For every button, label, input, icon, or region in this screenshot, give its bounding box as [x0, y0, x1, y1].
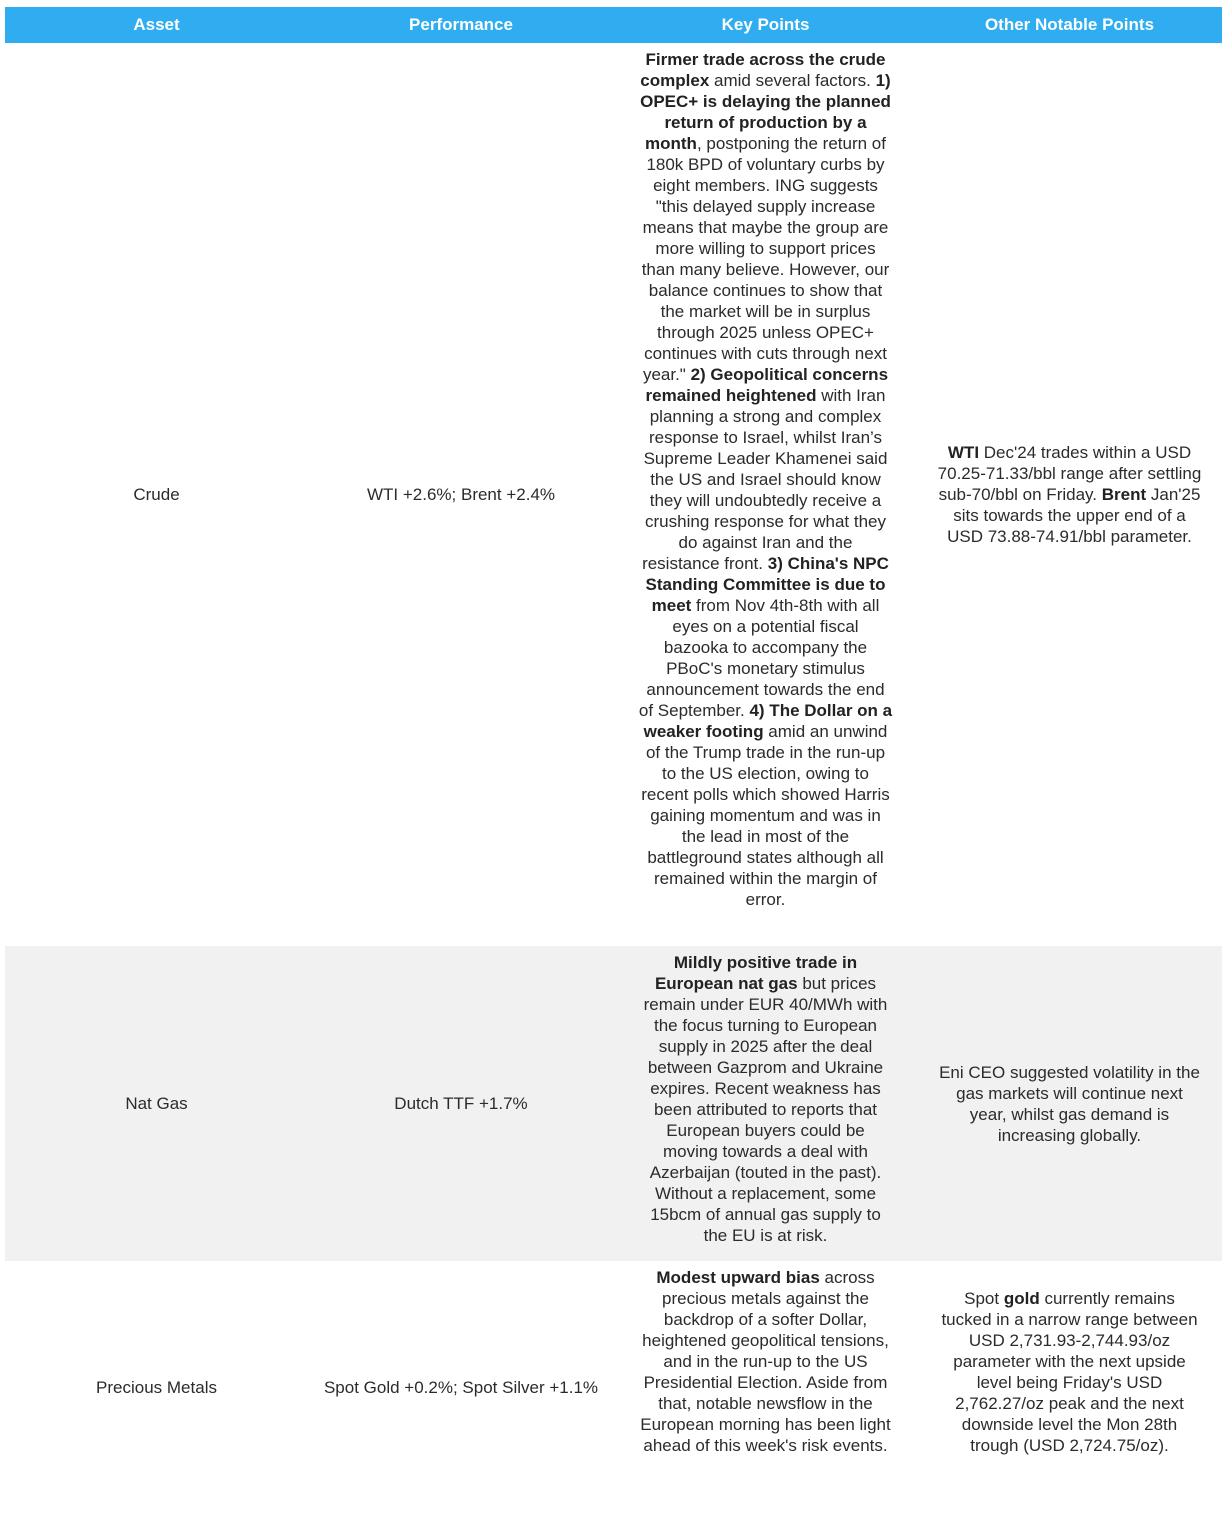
body-text: with Iran planning a strong and complex response to Israel, whilst Iran’s Supreme Leader Khamenei said the US and Israel should know they will undoubtedly receive a crushing response for what they do against Iran and the resistance front. [642, 386, 888, 573]
body-text: from Nov 4th-8th with all eyes on a potential fiscal bazooka to accompany the PBoC's monetary stimulus announcement towards the end of September. [638, 596, 885, 720]
header-performance: Performance [308, 7, 614, 43]
other-notable-points-cell [917, 43, 1222, 946]
emphasis-text: gold [1003, 1289, 1040, 1308]
table-row [5, 946, 1222, 1261]
body-text: , postponing the return of 180k BPD of voluntary curbs by eight members. ING suggests "this delayed supply increase means that maybe the group are more willing to support prices than many believe. However, our balance continues to show that the market will be in surplus through 2025 unless OPEC+ continues with cuts through next year." [641, 134, 890, 384]
emphasis-text: 2) Geopolitical concerns remained heightened [645, 365, 889, 405]
emphasis-text: WTI [947, 443, 980, 462]
performance-cell: Spot Gold +0.2%; Spot Silver +1.1% [323, 1378, 599, 1397]
emphasis-text: Brent [1101, 485, 1147, 504]
asset-cell: Precious Metals [96, 1378, 217, 1397]
other-notable-points-cell [917, 1261, 1222, 1514]
body-text: Eni CEO suggested volatility in the gas markets will continue next year, whilst gas demand is increasing globally. [939, 1062, 1200, 1145]
performance-cell: WTI +2.6%; Brent +2.4% [366, 485, 556, 504]
key-points-cell [614, 43, 917, 946]
body-text: but prices remain under EUR 40/MWh with the focus turning to European supply in 2025 after the deal between Gazprom and Ukraine expires. Recent weakness has been attributed to reports that European buyers could be moving towards a deal with Azerbaijan (touted in the past). Without a replacement, some 15bcm of annual gas supply to the EU is at risk. [643, 974, 888, 1245]
body-text: amid an unwind of the Trump trade in the run-up to the US election, owing to recent polls which showed Harris gaining momentum and was in the lead in most of the battleground states although all remained within the margin of error. [641, 722, 890, 909]
body-text: currently remains tucked in a narrow range between USD 2,731.93-2,744.93/oz parameter with the next upside level being Friday's USD 2,762.27/oz peak and the next downside level the Mon 28th trough (USD 2,724.75/oz). [941, 1289, 1198, 1455]
body-text: Jan'25 sits towards the upper end of a USD 73.88-74.91/bbl parameter. [947, 485, 1201, 546]
header-asset: Asset [5, 7, 308, 43]
key-points-cell [614, 946, 917, 1261]
asset-cell: Crude [133, 485, 180, 504]
emphasis-text: Modest upward bias [656, 1268, 820, 1287]
emphasis-text: Mildly positive trade in European nat gas [654, 953, 858, 993]
body-text: amid several factors. [709, 71, 876, 90]
body-text: across precious metals against the backdrop of a softer Dollar, heightened geopolitical tensions, and in the run-up to the US Presidential Election. Aside from that, notable newsflow in the European morning has been light ahead of this week's risk events. [640, 1268, 891, 1455]
table-row [5, 43, 1222, 946]
emphasis-text: 3) China's NPC Standing Committee is due to meet [645, 554, 889, 615]
header-key-points: Key Points [614, 7, 917, 43]
asset-cell: Nat Gas [5, 946, 308, 1261]
emphasis-text: 1) OPEC+ is delaying the planned return of production by a month [640, 71, 891, 153]
body-text: Dec'24 trades within a USD 70.25-71.33/bbl range after settling sub-70/bbl on Friday. [937, 443, 1202, 504]
performance-cell: Dutch TTF +1.7% [308, 946, 614, 1261]
table-row [5, 1261, 1222, 1514]
emphasis-text: Firmer trade across the crude complex [640, 50, 886, 90]
table-header-row [5, 7, 1222, 43]
other-notable-points-cell [917, 946, 1222, 1261]
commodities-table [5, 7, 1222, 1514]
key-points-cell [614, 1261, 917, 1514]
body-text: Spot [964, 1289, 1004, 1308]
emphasis-text: 4) The Dollar on a weaker footing [643, 701, 893, 741]
header-other-notable-points: Other Notable Points [917, 7, 1222, 43]
